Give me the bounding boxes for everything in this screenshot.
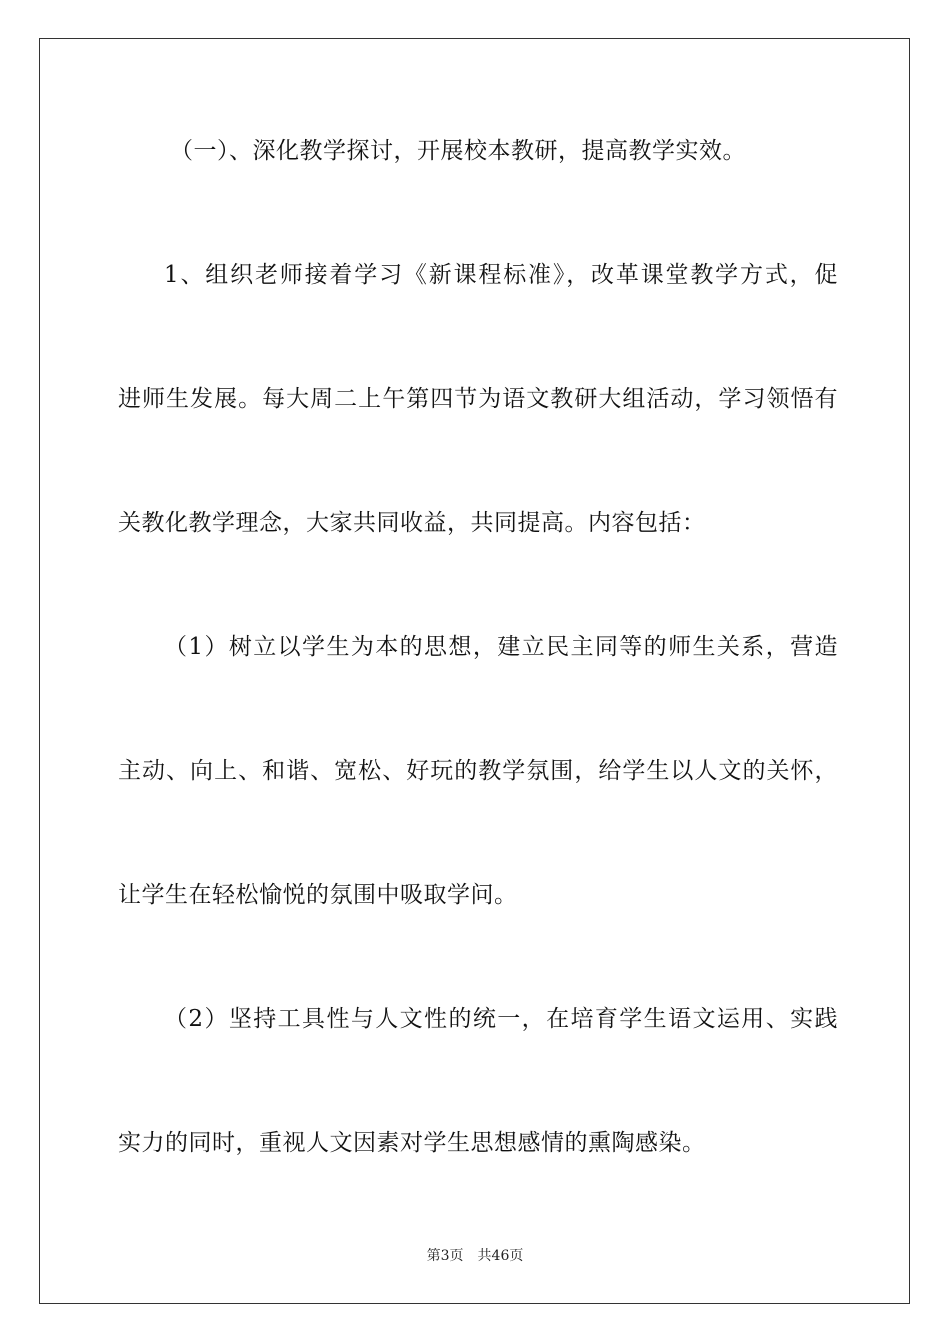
page-footer	[0, 1246, 950, 1266]
page-number: 第3页	[426, 1248, 464, 1264]
paragraph-line: 主动、向上、和谐、宽松、好玩的教学氛围，给学生以人文的关怀，	[118, 758, 838, 784]
paragraph-line: （2）坚持工具性与人文性的统一，在培育学生语文运用、实践	[164, 1006, 838, 1032]
paragraph-line: 关教化教学理念，大家共同收益，共同提高。内容包括：	[118, 510, 706, 536]
paragraph-line: 1、组织老师接着学习《新课程标准》，改革课堂教学方式，促	[164, 262, 838, 288]
paragraph-line: 让学生在轻松愉悦的氛围中吸取学问。	[118, 882, 518, 908]
paragraph-line: （1）树立以学生为本的思想，建立民主同等的师生关系，营造	[164, 634, 838, 660]
page-border	[39, 38, 910, 1304]
page-total: 共46页	[477, 1248, 524, 1264]
paragraph-line: 实力的同时，重视人文因素对学生思想感情的熏陶感染。	[118, 1130, 706, 1156]
heading-line: （一）、深化教学探讨，开展校本教研，提高教学实效。	[170, 138, 746, 164]
paragraph-line: 进师生发展。每大周二上午第四节为语文教研大组活动，学习领悟有	[118, 386, 838, 412]
